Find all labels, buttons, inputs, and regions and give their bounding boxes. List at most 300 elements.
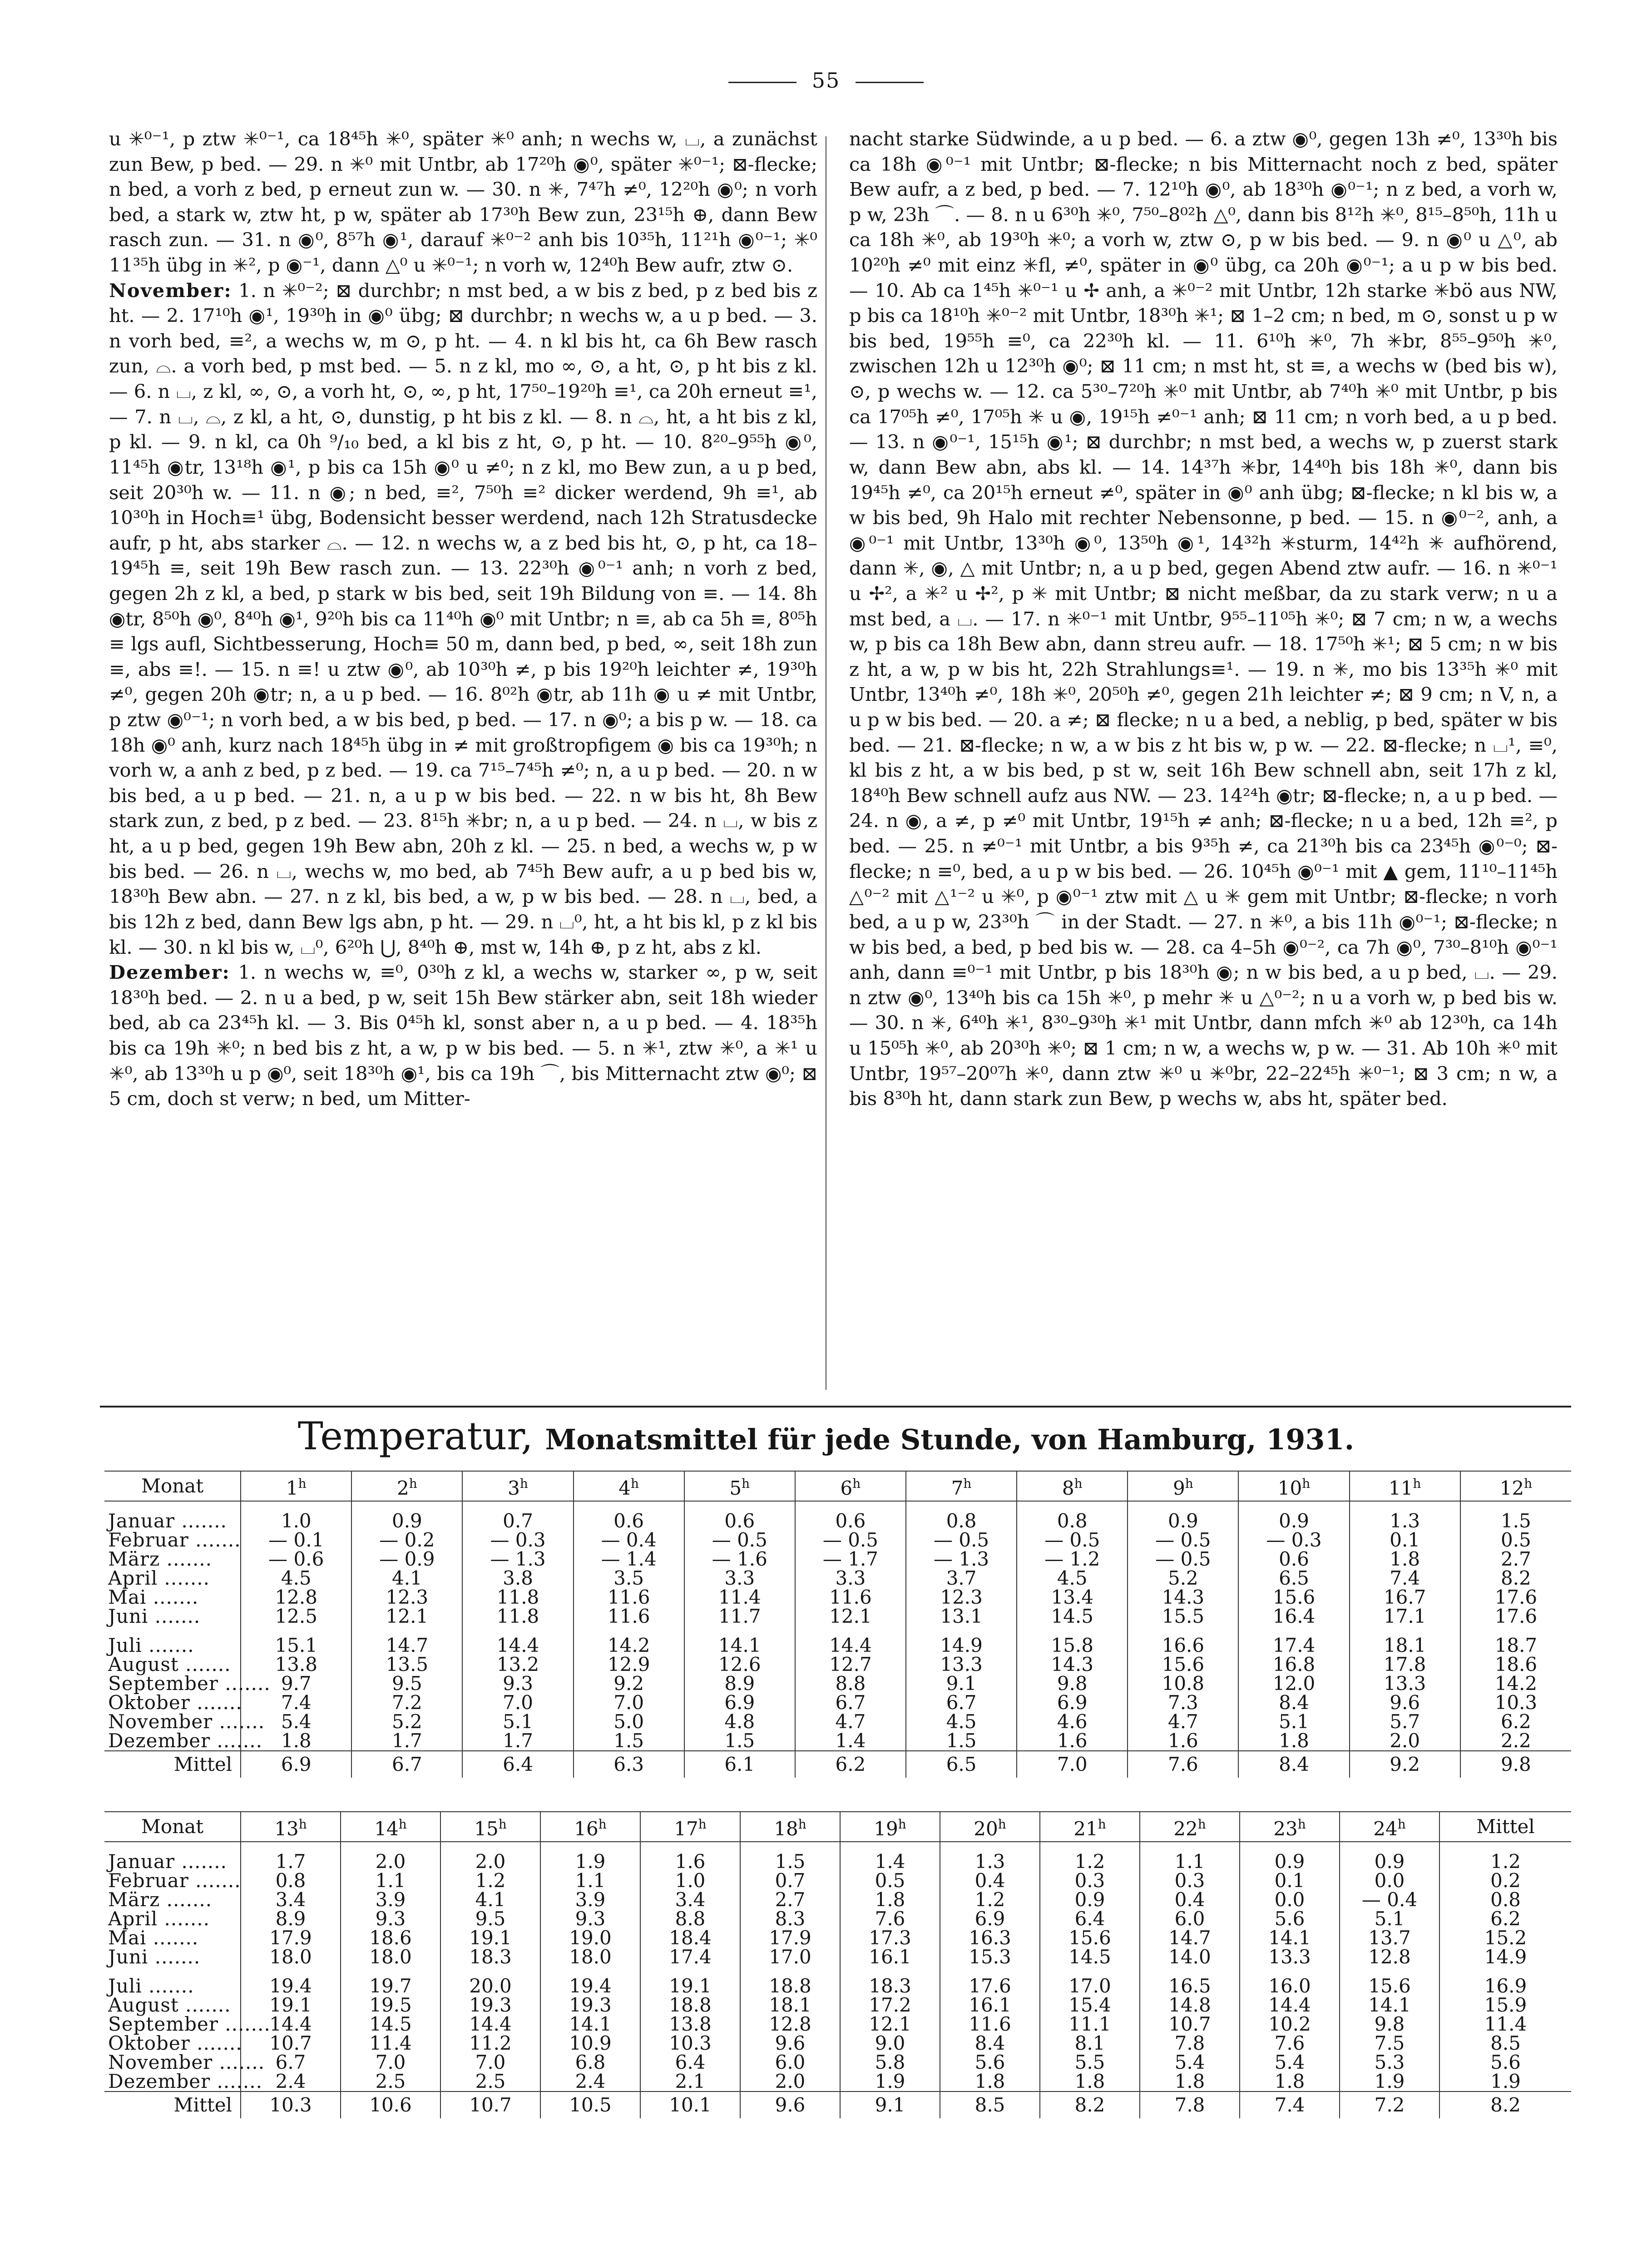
temperature-value: 14.1 (1340, 1996, 1439, 2015)
temperature-value: 14.0 (1140, 1948, 1240, 1967)
temperature-value: 0.5 (1460, 1531, 1571, 1550)
temperature-value: 13.5 (351, 1655, 462, 1674)
temperature-value: 1.7 (462, 1731, 573, 1751)
temperature-value: 2.0 (341, 1852, 440, 1871)
month-mean-value: 1.9 (1439, 2072, 1571, 2092)
temperature-value: — 0.6 (241, 1550, 351, 1569)
hourly-mean-value: 7.8 (1140, 2092, 1240, 2118)
temperature-value: 6.0 (1140, 1909, 1240, 1928)
temperature-value: 5.2 (1128, 1569, 1238, 1588)
temperature-value: 17.9 (740, 1928, 840, 1948)
temperature-value: 6.7 (795, 1693, 906, 1712)
table-row (104, 1550, 1571, 1569)
page-number-text: 55 (811, 68, 841, 93)
temperature-value: 19.3 (540, 1996, 640, 2015)
table-title (0, 1414, 1652, 1458)
hour-number: 14 (374, 1818, 399, 1840)
hour-header (795, 1471, 906, 1501)
temperature-value: 2.0 (1350, 1731, 1460, 1751)
temperature-value: 11.1 (1040, 2015, 1140, 2034)
month-mean-value: 16.9 (1439, 1977, 1571, 1996)
temperature-value: 2.4 (540, 2072, 640, 2092)
table-row (104, 1977, 1571, 1996)
hourly-mean-value: 10.3 (241, 2092, 341, 2118)
month-mean-value: 5.6 (1439, 2053, 1571, 2072)
temperature-value: 0.6 (795, 1512, 906, 1531)
hour-header (1140, 1812, 1240, 1842)
temperature-value: 11.6 (574, 1588, 684, 1607)
month-label: April ....... (108, 1567, 210, 1589)
temperature-value: 6.9 (1017, 1693, 1128, 1712)
hour-unit: h (963, 1476, 972, 1491)
temperature-value: 8.8 (795, 1674, 906, 1693)
temperature-value: 1.1 (341, 1871, 440, 1890)
temperature-value: 3.9 (341, 1890, 440, 1909)
temperature-value: 6.8 (540, 2053, 640, 2072)
temperature-value: — 0.2 (351, 1531, 462, 1550)
temperature-value: 9.3 (540, 1909, 640, 1928)
temperature-value: 8.4 (1238, 1693, 1349, 1712)
temperature-value: 0.0 (1340, 1871, 1439, 1890)
hour-header (640, 1812, 740, 1842)
temperature-value: 19.4 (241, 1977, 341, 1996)
hour-number: 13 (274, 1818, 299, 1840)
table-row (104, 2015, 1571, 2034)
hourly-mean-value: 8.2 (1040, 2092, 1140, 2118)
temperature-value: 0.4 (940, 1871, 1040, 1890)
temperature-value: 0.4 (1140, 1890, 1240, 1909)
month-mean-value: 0.8 (1439, 1890, 1571, 1909)
temperature-value: 3.8 (462, 1569, 573, 1588)
hour-header (740, 1812, 840, 1842)
temperature-value: 10.8 (1128, 1674, 1238, 1693)
temperature-value: 3.3 (684, 1569, 795, 1588)
hour-number: 9 (1172, 1477, 1185, 1499)
temperature-value: 18.6 (341, 1928, 440, 1948)
temperature-value: 17.6 (1460, 1607, 1571, 1626)
weather-notes: u ✳⁰⁻¹, p ztw ✳⁰⁻¹, ca 18⁴⁵h ✳⁰, später ✳⁰ anh; n wechs w, ⌴, a zunächst zun Bew, p bed. — 29. n ✳⁰ mit Untbr, ab 17²⁰h ◉⁰, später ✳⁰⁻¹; ⊠-flecke; n bed, a vorh z bed, p erneut zun w. — 30. n ✳, 7⁴⁷h ≠⁰, 12²⁰h ◉⁰; n vorh bed, a stark w, ztw ht, p w, später ab 17³⁰h Bew zun, 23¹⁵h ⊕, dann Bew rasch zun. — 31. n ◉⁰, 8⁵⁷h ◉¹, darauf ✳⁰⁻² anh bis 10³⁵h, 11²¹h ◉⁰⁻¹; ✳⁰ 11³⁵h übg in ✳², p ◉⁻¹, dann △⁰ u ✳⁰⁻¹; n vorh w, 12⁴⁰h Bew aufr, ztw ⊙. (109, 128, 817, 277)
temperature-value: 0.1 (1350, 1531, 1460, 1550)
hour-unit: h (1185, 1476, 1193, 1491)
temperature-value: 1.5 (740, 1852, 840, 1871)
temperature-value: 14.7 (351, 1636, 462, 1655)
month-heading: November: (109, 279, 232, 302)
temperature-value: 17.8 (1350, 1655, 1460, 1674)
temperature-value: 7.0 (440, 2053, 540, 2072)
page-number-dash-right (856, 82, 924, 83)
month-label: März ....... (108, 1888, 213, 1911)
temperature-value: 18.4 (640, 1928, 740, 1948)
hourly-mean-value: 7.2 (1340, 2092, 1439, 2118)
hour-unit: h (398, 1817, 407, 1832)
temperature-value: 16.4 (1238, 1607, 1349, 1626)
hour-number: 23 (1273, 1818, 1298, 1840)
month-mean-value: 11.4 (1439, 2015, 1571, 2034)
temperature-value: 1.8 (1040, 2072, 1140, 2092)
temperature-value: 7.0 (574, 1693, 684, 1712)
table-row (104, 1731, 1571, 1751)
temperature-value: 17.6 (940, 1977, 1040, 1996)
hour-number: 10 (1277, 1477, 1302, 1499)
hour-number: 20 (974, 1818, 998, 1840)
temperature-value: 16.6 (1128, 1636, 1238, 1655)
hourly-mean-value: 10.1 (640, 2092, 740, 2118)
month-label: Oktober ....... (108, 1691, 242, 1714)
table-top-rule (100, 1406, 1571, 1408)
temperature-value: 18.1 (740, 1996, 840, 2015)
temperature-value: 2.1 (640, 2072, 740, 2092)
month-label: November ....... (108, 1710, 265, 1733)
hour-number: 5 (729, 1477, 742, 1499)
temperature-value: 12.3 (906, 1588, 1017, 1607)
temperature-value: 14.4 (241, 2015, 341, 2034)
hour-unit: h (1397, 1817, 1406, 1832)
temperature-value: 5.7 (1350, 1712, 1460, 1731)
hour-header (840, 1812, 940, 1842)
month-label: Juli ....... (108, 1634, 194, 1656)
table-row (104, 1996, 1571, 2015)
temperature-value: 2.7 (740, 1890, 840, 1909)
temperature-value: 13.8 (241, 1655, 351, 1674)
temperature-value: 15.1 (241, 1636, 351, 1655)
table-row (104, 1712, 1571, 1731)
hourly-mean-value: 9.6 (740, 2092, 840, 2118)
month-mean-value: 8.5 (1439, 2034, 1571, 2053)
hour-unit: h (998, 1817, 1006, 1832)
temperature-value: 9.3 (341, 1909, 440, 1928)
temperature-value: 18.1 (1350, 1636, 1460, 1655)
temperature-value: 4.7 (1128, 1712, 1238, 1731)
temperature-value: 10.7 (1140, 2015, 1240, 2034)
temperature-value: 1.0 (241, 1512, 351, 1531)
temperature-value: 16.1 (840, 1948, 940, 1967)
temperature-value: 18.3 (840, 1977, 940, 1996)
hour-unit: h (1297, 1817, 1306, 1832)
temperature-value: 1.8 (940, 2072, 1040, 2092)
temperature-value: 12.1 (351, 1607, 462, 1626)
weather-notes: nacht starke Südwinde, a u p bed. — 6. a ztw ◉⁰, gegen 13h ≠⁰, 13³⁰h bis ca 18h ◉⁰⁻¹ mit Untbr; ⊠-flecke; n bis Mitternacht noch z bed, später Bew aufr, a z bed, p bed. — 7. 12¹⁰h ◉⁰, ab 18³⁰h ◉⁰⁻¹; n z bed, a vorh w, p w, 23h ⌒. — 8. n u 6³⁰h ✳⁰, 7⁵⁰–8⁰²h △⁰, dann bis 8¹²h ✳⁰, 8¹⁵–8⁵⁰h, 11h u ca 18h ✳⁰, ab 19³⁰h ✳⁰; a vorh w, ztw ⊙, p w bis bed. — 9. n ◉⁰ u △⁰, ab 10²⁰h ≠⁰ mit einz ✳fl, ≠⁰, später in ◉⁰ übg, ca 20h ◉⁰⁻¹; a u p w bis bed. — 10. Ab ca 1⁴⁵h ✳⁰⁻¹ u ✢ anh, a ✳⁰⁻² mit Untbr, 12h starke ✳bö aus NW, p bis ca 18¹⁰h ✳⁰⁻² mit Untbr, 18³⁰h ✳¹; ⊠ 1–2 cm; n bed, m ⊙, sonst u p w bis bed, 19⁵⁵h ≡⁰, ca 22³⁰h kl. — 11. 6¹⁰h ✳⁰, 7h ✳br, 8⁵⁵–9⁵⁰h ✳⁰, zwischen 12h u 12³⁰h ◉⁰; ⊠ 11 cm; n mst ht, st ≡, a wechs w (bed bis w), ⊙, p wechs w. — 12. ca 5³⁰–7²⁰h ✳⁰ mit Untbr, ab 7⁴⁰h ✳⁰ mit Untbr, p bis ca 17⁰⁵h ≠⁰, 17⁰⁵h ✳ u ◉, 19¹⁵h ≠⁰⁻¹ anh; ⊠ 11 cm; n vorh bed, a u p bed. — 13. n ◉⁰⁻¹, 15¹⁵h ◉¹; ⊠ durchbr; n mst bed, a wechs w, p zuerst stark w, dann Bew abn, abs kl. — 14. 14³⁷h ✳br, 14⁴⁰h bis 18h ✳⁰, dann bis 19⁴⁵h ≠⁰, ca 20¹⁵h erneut ≠⁰, später in ◉⁰ anh übg; ⊠-flecke; n kl bis w, a w bis bed, 9h Halo mit rechter Nebensonne, p bed. — 15. n ◉⁰⁻², anh, a ◉⁰⁻¹ mit Untbr, 13³⁰h ◉⁰, 13⁵⁰h ◉¹, 14³²h ✳sturm, 14⁴²h ✳ aufhörend, dann ✳, ◉, △ mit Untbr; n, a u p bed, gegen Abend ztw aufr. — 16. n ✳⁰⁻¹ u ✢², a ✳² u ✢², p ✳ mit Untbr; ⊠ nicht meßbar, da zu stark verw; n u a mst bed, a ⌴. — 17. n ✳⁰⁻¹ mit Untbr, 9⁵⁵–11⁰⁵h ✳⁰; ⊠ 7 cm; n w, a wechs w, p bis ca 18h Bew abn, dann streu aufr. — 18. 17⁵⁰h ✳¹; ⊠ 5 cm; n w bis z ht, a w, p w bis ht, 22h Strahlungs≡¹. — 19. n ✳, mo bis 13³⁵h ✳⁰ mit Untbr, 13⁴⁰h ≠⁰, 18h ✳⁰, 20⁵⁰h ≠⁰, gegen 21h leichter ≠; ⊠ 9 cm; n V, n, a u p w bis bed. — 20. a ≠; ⊠ flecke; n u a bed, a neblig, p bed, später w bis bed. — 21. ⊠-flecke; n w, a w bis z ht bis w, p w. — 22. ⊠-flecke; n ⌴¹, ≡⁰, kl bis z ht, a w bis bed, p st w, seit 16h Bew schnell abn, seit 17h z kl, 18⁴⁰h Bew schnell aufz aus NW. — 23. 14²⁴h ◉tr; ⊠-flecke; n, a u p bed. — 24. n ◉, a ≠, p ≠⁰ mit Untbr, 19¹⁵h ≠ anh; ⊠-flecke; n u a bed, 12h ≡², p bed. — 25. n ≠⁰⁻¹ mit Untbr, a bis 9³⁵h ≠, ca 21³⁰h bis ca 23⁴⁵h ◉⁰⁻⁰; ⊠-flecke; n ≡⁰, bed, a u p w bis bed. — 26. 10⁴⁵h ◉⁰⁻¹ mit ▲ gem, 11¹⁰–11⁴⁵h △⁰⁻² mit △¹⁻² u ✳⁰, p ◉⁰⁻¹ ztw mit △ u ✳ gem mit Untbr; ⊠-flecke; n vorh bed, a u p w, 23³⁰h ⌒ in der Stadt. — 27. n ✳⁰, a bis 11h ◉⁰⁻¹; ⊠-flecke; n w bis bed, a bed, p bed bis w. — 28. ca 4–5h ◉⁰⁻², ca 7h ◉⁰, 7³⁰–8¹⁰h ◉⁰⁻¹ anh, dann ≡⁰⁻¹ mit Untbr, p bis 18³⁰h ◉; n w bis bed, a u p bed, ⌴. — 29. n ztw ◉⁰, 13⁴⁰h bis ca 15h ✳⁰, p mehr ✳ u △⁰⁻²; n u a vorh w, p bed bis w. — 30. n ✳, 6⁴⁰h ✳¹, 8³⁰–9³⁰h ✳¹ mit Untbr, dann mfch ✳⁰ ab 12³⁰h, ca 14h u 15⁰⁵h ✳⁰, ab 20³⁰h ✳⁰; ⊠ 1 cm; n w, a wechs w, p w. — 31. Ab 10h ✳⁰ mit Untbr, 19⁵⁷–20⁰⁷h ✳⁰, dann ztw ✳⁰ u ✳⁰br, 22–22⁴⁵h ✳⁰⁻¹; ⊠ 3 cm; n w, a bis 8³⁰h ht, dann stark zun Bew, p wechs w, abs ht, später bed. (849, 128, 1558, 1110)
temperature-value: 17.3 (840, 1928, 940, 1948)
hour-unit: h (298, 1476, 307, 1491)
month-label: August ....... (108, 1994, 231, 2016)
month-label: Oktober ....... (108, 2032, 242, 2054)
temperature-value: 0.8 (1017, 1512, 1128, 1531)
table-row (104, 1909, 1571, 1928)
temperature-value: 19.0 (540, 1928, 640, 1948)
temperature-value: 4.1 (440, 1890, 540, 1909)
temperature-value: 11.2 (440, 2034, 540, 2053)
temperature-value: 17.6 (1460, 1588, 1571, 1607)
temperature-value: 19.1 (440, 1928, 540, 1948)
temperature-value: 7.5 (1340, 2034, 1439, 2053)
temperature-value: 11.4 (684, 1588, 795, 1607)
temperature-value: 7.6 (840, 1909, 940, 1928)
month-column-header: Monat (104, 1812, 241, 1842)
temperature-value: 14.7 (1140, 1928, 1240, 1948)
temperature-value: 12.3 (351, 1588, 462, 1607)
hour-header (1340, 1812, 1439, 1842)
hourly-mean-value: 9.8 (1460, 1751, 1571, 1778)
temperature-value: 8.2 (1460, 1569, 1571, 1588)
table-row (104, 1871, 1571, 1890)
month-label: Februar ....... (108, 1529, 241, 1551)
temperature-value: 1.6 (640, 1852, 740, 1871)
left-paragraph (109, 278, 817, 960)
hour-number: 22 (1173, 1818, 1198, 1840)
temperature-value: 15.3 (940, 1948, 1040, 1967)
hour-number: 19 (874, 1818, 898, 1840)
hourly-mean-value: 9.2 (1350, 1751, 1460, 1778)
temperature-value: — 1.3 (462, 1550, 573, 1569)
temperature-value: 13.2 (462, 1655, 573, 1674)
temperature-value: 4.7 (795, 1712, 906, 1731)
hour-unit: h (1302, 1476, 1311, 1491)
temperature-value: 1.6 (1017, 1731, 1128, 1751)
temperature-value: 1.4 (795, 1731, 906, 1751)
temperature-value: 14.2 (574, 1636, 684, 1655)
hour-unit: h (298, 1817, 307, 1832)
temperature-value: 14.1 (684, 1636, 795, 1655)
right-text-column (849, 126, 1558, 1111)
temperature-value: 18.0 (241, 1948, 341, 1967)
temperature-value: 8.9 (241, 1909, 341, 1928)
temperature-value: 11.7 (684, 1607, 795, 1626)
temperature-value: 7.3 (1128, 1693, 1238, 1712)
hour-header (1017, 1471, 1128, 1501)
month-label: September ....... (108, 2013, 271, 2035)
hourly-mean-value: 7.6 (1128, 1751, 1238, 1778)
temperature-value: 13.4 (1017, 1588, 1128, 1607)
hour-number: 2 (396, 1477, 409, 1499)
temperature-value: 7.8 (1140, 2034, 1240, 2053)
temperature-value: 9.8 (1340, 2015, 1439, 2034)
month-label: Juli ....... (108, 1975, 194, 1997)
month-label: November ....... (108, 2051, 265, 2073)
temperature-value: 8.8 (640, 1909, 740, 1928)
temperature-value: 3.4 (640, 1890, 740, 1909)
hour-unit: h (1524, 1476, 1533, 1491)
temperature-value: 0.3 (1140, 1871, 1240, 1890)
temperature-value: 11.6 (574, 1607, 684, 1626)
temperature-value: 1.6 (1128, 1731, 1238, 1751)
temperature-value: 16.0 (1240, 1977, 1340, 1996)
temperature-value: 0.9 (1040, 1890, 1140, 1909)
hourly-mean-value: 10.5 (540, 2092, 640, 2118)
temperature-value: 13.3 (906, 1655, 1017, 1674)
temperature-value: 13.8 (640, 2015, 740, 2034)
month-label: Juni ....... (108, 1605, 201, 1627)
temperature-value: 5.5 (1040, 2053, 1140, 2072)
temperature-value: 12.1 (795, 1607, 906, 1626)
temperature-value: 1.5 (684, 1731, 795, 1751)
temperature-value: 3.3 (795, 1569, 906, 1588)
hour-number: 11 (1388, 1477, 1413, 1499)
month-label: März ....... (108, 1548, 213, 1570)
hourly-mean-value: 8.5 (940, 2092, 1040, 2118)
temperature-value: 1.8 (1350, 1550, 1460, 1569)
temperature-value: 16.7 (1350, 1588, 1460, 1607)
temperature-value: 7.2 (351, 1693, 462, 1712)
temperature-value: 1.9 (540, 1852, 640, 1871)
temperature-value: 10.3 (1460, 1693, 1571, 1712)
temperature-value: 10.7 (241, 2034, 341, 2053)
right-paragraph (849, 126, 1558, 1111)
temperature-value: 19.5 (341, 1996, 440, 2015)
temperature-value: 6.9 (684, 1693, 795, 1712)
temperature-value: 1.4 (840, 1852, 940, 1871)
temperature-value: 2.2 (1460, 1731, 1571, 1751)
temperature-value: 1.1 (1140, 1852, 1240, 1871)
page-number (0, 68, 1652, 93)
temperature-value: — 1.6 (684, 1550, 795, 1569)
hour-unit: h (852, 1476, 861, 1491)
temperature-value: 5.4 (241, 1712, 351, 1731)
temperature-value: 1.2 (440, 1871, 540, 1890)
temperature-value: — 1.3 (906, 1550, 1017, 1569)
month-label: Januar ....... (108, 1850, 227, 1873)
hourly-mean-value: 10.7 (440, 2092, 540, 2118)
weather-notes: 1. n ✳⁰⁻²; ⊠ durchbr; n mst bed, a w bis z bed, p z bed bis z ht. — 2. 17¹⁰h ◉¹, 19³⁰h in ◉⁰ übg; ⊠ durchbr; n wechs w, a u p bed. — 3. n vorh bed, ≡², a wechs w, m ⊙, p ht. — 4. n kl bis ht, ca 6h Bew rasch zun, ⌓. a vorh bed, p mst bed. — 5. n z kl, mo ∞, ⊙, a ht, ⊙, p ht bis z kl. — 6. n ⌴, z kl, ∞, ⊙, a vorh ht, ⊙, ∞, p ht, 17⁵⁰–19²⁰h ≡¹, ca 20h erneut ≡¹, — 7. n ⌴, ⌓, z kl, a ht, ⊙, dunstig, p ht bis z kl. — 8. n ⌓, ht, a ht bis z kl, p kl. — 9. n kl, ca 0h ⁹/₁₀ bed, a kl bis z ht, ⊙, p ht. — 10. 8²⁰–9⁵⁵h ◉⁰, 11⁴⁵h ◉tr, 13¹⁸h ◉¹, p bis ca 15h ◉⁰ u ≠⁰; n z kl, mo Bew zun, a u p bed, seit 20³⁰h w. — 11. n ◉; n bed, ≡², 7⁵⁰h ≡² dicker werdend, 9h ≡¹, ab 10³⁰h in Hoch≡¹ übg, Bodensicht besser werdend, nach 12h Stratusdecke aufr, p ht, abs starker ⌓. — 12. n wechs w, a z bed bis ht, ⊙, p ht, ca 18–19⁴⁵h ≡, seit 19h Bew rasch zun. — 13. 22³⁰h ◉⁰⁻¹ anh; n vorh z bed, gegen 2h z kl, a bed, p stark w bis bed, seit 19h Bildung von ≡. — 14. 8h ◉tr, 8⁵⁰h ◉⁰, 8⁴⁰h ◉¹, 9²⁰h bis ca 11⁴⁰h ◉⁰ mit Untbr; n ≡, ab ca 5h ≡, 8⁰⁵h ≡ lgs aufl, Sichtbesserung, Hoch≡ 50 m, dann bed, p bed, ∞, seit 18h zun ≡, abs ≡!. — 15. n ≡! u ztw ◉⁰, ab 10³⁰h ≠, p bis 19²⁰h leichter ≠, 19³⁰h ≠⁰, gegen 20h ◉tr; n, a u p bed. — 16. 8⁰²h ◉tr, ab 11h ◉ u ≠ mit Untbr, p ztw ◉⁰⁻¹; n vorh bed, a w bis bed, p bed. — 17. n ◉⁰; a bis p w. — 18. ca 18h ◉⁰ anh, kurz nach 18⁴⁵h übg in ≠ mit großtropfigem ◉ bis ca 19³⁰h; n vorh w, a anh z bed, p z bed. — 19. ca 7¹⁵–7⁴⁵h ≠⁰; n, a u p bed. — 20. n w bis bed, a u p bed. — 21. n, a u p w bis bed. — 22. n w bis ht, 8h Bew stark zun, z bed, p z bed. — 23. 8¹⁵h ✳br; n, a u p bed. — 24. n ⌴, w bis z ht, a u p bed, gegen 19h Bew abn, 20h z kl. — 25. n bed, a wechs w, p w bis bed. — 26. n ⌴, wechs w, mo bed, ab 7⁴⁵h Bew aufr, a u p bed bis w, 18³⁰h Bew abn. — 27. n z kl, bis bed, a w, p w bis bed. — 28. n ⌴, bed, a bis 12h z bed, dann Bew lgs abn, p ht. — 29. n ⌴⁰, ht, a ht bis kl, p z kl bis kl. — 30. n kl bis w, ⌴⁰, 6²⁰h ⋃, 8⁴⁰h ⊕, mst w, 14h ⊕, p z ht, abs z kl. (109, 279, 817, 958)
temperature-value: 12.5 (241, 1607, 351, 1626)
temperature-value: 9.6 (740, 2034, 840, 2053)
temperature-value: 14.5 (1017, 1607, 1128, 1626)
temperature-value: 14.9 (906, 1636, 1017, 1655)
temperature-value: 16.1 (940, 1996, 1040, 2015)
hour-number: 24 (1373, 1818, 1398, 1840)
table-row (104, 1636, 1571, 1655)
hour-header (1350, 1471, 1460, 1501)
temperature-value: 1.5 (906, 1731, 1017, 1751)
temperature-value: 6.4 (1040, 1909, 1140, 1928)
temperature-value: 12.7 (795, 1655, 906, 1674)
temperature-value: 14.4 (1240, 1996, 1340, 2015)
hourly-mean-value: 6.5 (906, 1751, 1017, 1778)
temperature-value: 15.8 (1017, 1636, 1128, 1655)
temperature-value: 1.8 (1238, 1731, 1349, 1751)
temperature-value: 5.6 (940, 2053, 1040, 2072)
temperature-value: 0.3 (1040, 1871, 1140, 1890)
temperature-value: 13.3 (1350, 1674, 1460, 1693)
temperature-value: 9.0 (840, 2034, 940, 2053)
hour-unit: h (1098, 1817, 1106, 1832)
month-mean-value: 6.2 (1439, 1909, 1571, 1928)
temperature-value: 19.4 (540, 1977, 640, 1996)
left-text-column (109, 126, 817, 1111)
temperature-value: 4.1 (351, 1569, 462, 1588)
table-row (104, 1948, 1571, 1967)
month-mean-value: 15.9 (1439, 1996, 1571, 2015)
hour-unit: h (1197, 1817, 1206, 1832)
temperature-value: 6.4 (640, 2053, 740, 2072)
temperature-value: 17.9 (241, 1928, 341, 1948)
temperature-value: 18.8 (740, 1977, 840, 1996)
temperature-value: 12.1 (840, 2015, 940, 2034)
month-label: Juni ....... (108, 1946, 201, 1968)
month-label: September ....... (108, 1672, 271, 1695)
temperature-value: 4.5 (906, 1712, 1017, 1731)
table-row (104, 1607, 1571, 1626)
hour-header (1040, 1812, 1140, 1842)
temperature-value: 1.8 (1240, 2072, 1340, 2092)
hour-header (540, 1812, 640, 1842)
temperature-value: 5.1 (462, 1712, 573, 1731)
temperature-value: 3.7 (906, 1569, 1017, 1588)
hour-number: 8 (1062, 1477, 1074, 1499)
temperature-value: 18.0 (341, 1948, 440, 1967)
temperature-value: 14.2 (1460, 1674, 1571, 1693)
temperature-value: 1.7 (241, 1852, 341, 1871)
temperature-value: 11.8 (462, 1607, 573, 1626)
temperature-table-hours-13-24 (104, 1811, 1571, 2118)
temperature-value: 8.1 (1040, 2034, 1140, 2053)
hour-unit: h (1413, 1476, 1421, 1491)
temperature-value: 18.0 (540, 1948, 640, 1967)
temperature-value: 5.0 (574, 1712, 684, 1731)
hour-number: 4 (618, 1477, 631, 1499)
temperature-value: 3.4 (241, 1890, 341, 1909)
temperature-value: 8.3 (740, 1909, 840, 1928)
temperature-value: 14.8 (1140, 1996, 1240, 2015)
table-row (104, 1693, 1571, 1712)
temperature-value: 9.2 (574, 1674, 684, 1693)
temperature-value: 2.7 (1460, 1550, 1571, 1569)
hour-unit: h (798, 1817, 806, 1832)
temperature-value: 1.8 (241, 1731, 351, 1751)
temperature-value: — 1.7 (795, 1550, 906, 1569)
temperature-value: — 0.5 (906, 1531, 1017, 1550)
temperature-value: 11.6 (795, 1588, 906, 1607)
table-row (104, 1588, 1571, 1607)
hour-number: 15 (474, 1818, 499, 1840)
temperature-value: 15.6 (1238, 1588, 1349, 1607)
temperature-value: — 0.5 (1017, 1531, 1128, 1550)
hour-number: 17 (674, 1818, 698, 1840)
temperature-value: 6.7 (906, 1693, 1017, 1712)
hour-header (906, 1471, 1017, 1501)
temperature-value: 1.2 (1040, 1852, 1140, 1871)
table-row (104, 1531, 1571, 1550)
temperature-value: 0.9 (1128, 1512, 1238, 1531)
hour-number: 3 (508, 1477, 520, 1499)
hour-header (1128, 1471, 1238, 1501)
temperature-value: 6.2 (1460, 1712, 1571, 1731)
temperature-value: 14.1 (1240, 1928, 1340, 1948)
hour-unit: h (519, 1476, 528, 1491)
temperature-value: 17.0 (1040, 1977, 1140, 1996)
temperature-value: 17.4 (640, 1948, 740, 1967)
temperature-value: 4.8 (684, 1712, 795, 1731)
hour-header (574, 1471, 684, 1501)
temperature-value: 2.5 (341, 2072, 440, 2092)
temperature-value: 10.2 (1240, 2015, 1340, 2034)
temperature-value: 16.3 (940, 1928, 1040, 1948)
hour-header (241, 1471, 351, 1501)
temperature-value: 8.9 (684, 1674, 795, 1693)
temperature-value: 5.4 (1140, 2053, 1240, 2072)
hour-number: 6 (840, 1477, 853, 1499)
temperature-value: 1.3 (940, 1852, 1040, 1871)
temperature-value: 0.1 (1240, 1871, 1340, 1890)
temperature-value: 15.6 (1340, 1977, 1439, 1996)
temperature-value: 9.5 (351, 1674, 462, 1693)
month-label: Dezember ....... (108, 1730, 262, 1752)
temperature-value: — 0.5 (684, 1531, 795, 1550)
temperature-value: 19.1 (640, 1977, 740, 1996)
table-row (104, 1655, 1571, 1674)
temperature-value: 9.3 (462, 1674, 573, 1693)
temperature-value: 1.2 (940, 1890, 1040, 1909)
temperature-value: 14.5 (341, 2015, 440, 2034)
